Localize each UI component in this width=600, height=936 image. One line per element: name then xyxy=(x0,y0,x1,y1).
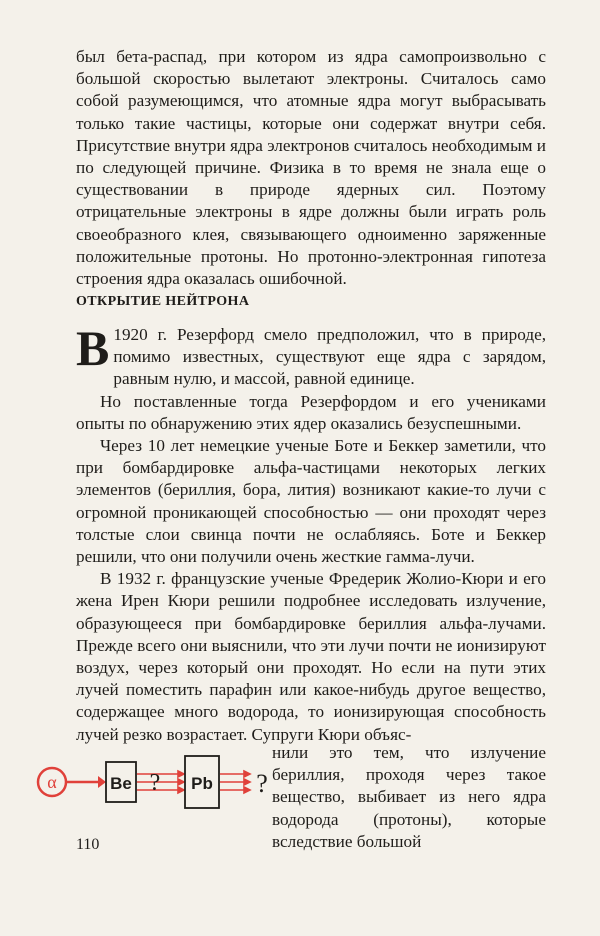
paragraph-3: Через 10 лет немецкие ученые Боте и Беккер заметили, что при бомбардировке альфа-частицами некоторых легких элементов (бериллия, бора, лития) возникают какие-то лучи с огромной проникающей способностью — они проходят через толстые слои свинца почти не ослабляясь. Боте и Беккер решили, что они получили очень жесткие гамма-лучи. xyxy=(76,436,546,567)
drop-cap: В xyxy=(76,320,110,376)
paragraph-4: В 1932 г. французские ученые Фредерик Жолио-Кюри и его жена Ирен Кюри решили подробнее исследовать излучение, образующееся при бомбардировке бериллия альфа-лучами. Прежде всего они выяснили, что эти лучи почти не ионизируют воздух, через который они проходят. Но если на пути этих лучей поместить парафин или какое-нибудь другое вещество, содержащее много водорода, то ионизирующая способность лучей резко возрастает. Супруги Кюри объяс- xyxy=(76,569,546,744)
paragraph-4-continuation xyxy=(272,742,546,853)
paragraph-4-tail: нили это тем, что излучение бериллия, проходя через такое вещество, выбивает из него ядра водорода (протоны), которые вследствие большой xyxy=(272,743,546,851)
paragraph-2: Но поставленные тогда Резерфордом и его учениками опыты по обнаружению этих ядер оказались безуспешными. xyxy=(76,391,546,433)
alpha-label: α xyxy=(47,772,57,792)
question-mark-1: ? xyxy=(149,770,161,796)
intro-paragraph: был бета-распад, при котором из ядра самопроизвольно с большой скоростью вылетают электроны. Считалось само собой разумеющимся, что атомные ядра могут выбрасывать только такие частицы, которые они содержат внутри себя. Присутствие внутри ядра электронов считалось необходимым и по следующей причине. Физика в то время не знала еще о существовании в природе ядерных сил. Поэтому отрицательные электроны в ядре должны были играть роль своеобразного клея, связывающего одноименно заряженные положительные протоны. Но протонно-электронная гипотеза строения ядра оказалась ошибочной. xyxy=(76,47,546,289)
page-number: 110 xyxy=(76,836,100,853)
rays-be-to-pb xyxy=(137,771,184,793)
alpha-arrowhead xyxy=(98,776,106,788)
experiment-diagram xyxy=(34,740,274,826)
section-heading: ОТКРЫТИЕ НЕЙТРОНА xyxy=(76,294,250,309)
beryllium-label: Be xyxy=(110,774,132,793)
intro-text-block xyxy=(76,46,546,290)
paragraph-1-text: 1920 г. Резерфорд смело предположил, что в природе, помимо известных, существуют еще ядра с зарядом, равным нулю, и массой, равной единице. xyxy=(113,325,546,389)
rays-after-pb xyxy=(220,771,250,793)
paragraph-1 xyxy=(76,320,546,391)
section-body xyxy=(76,320,546,746)
question-mark-2: ? xyxy=(256,769,268,798)
lead-label: Pb xyxy=(191,774,213,793)
